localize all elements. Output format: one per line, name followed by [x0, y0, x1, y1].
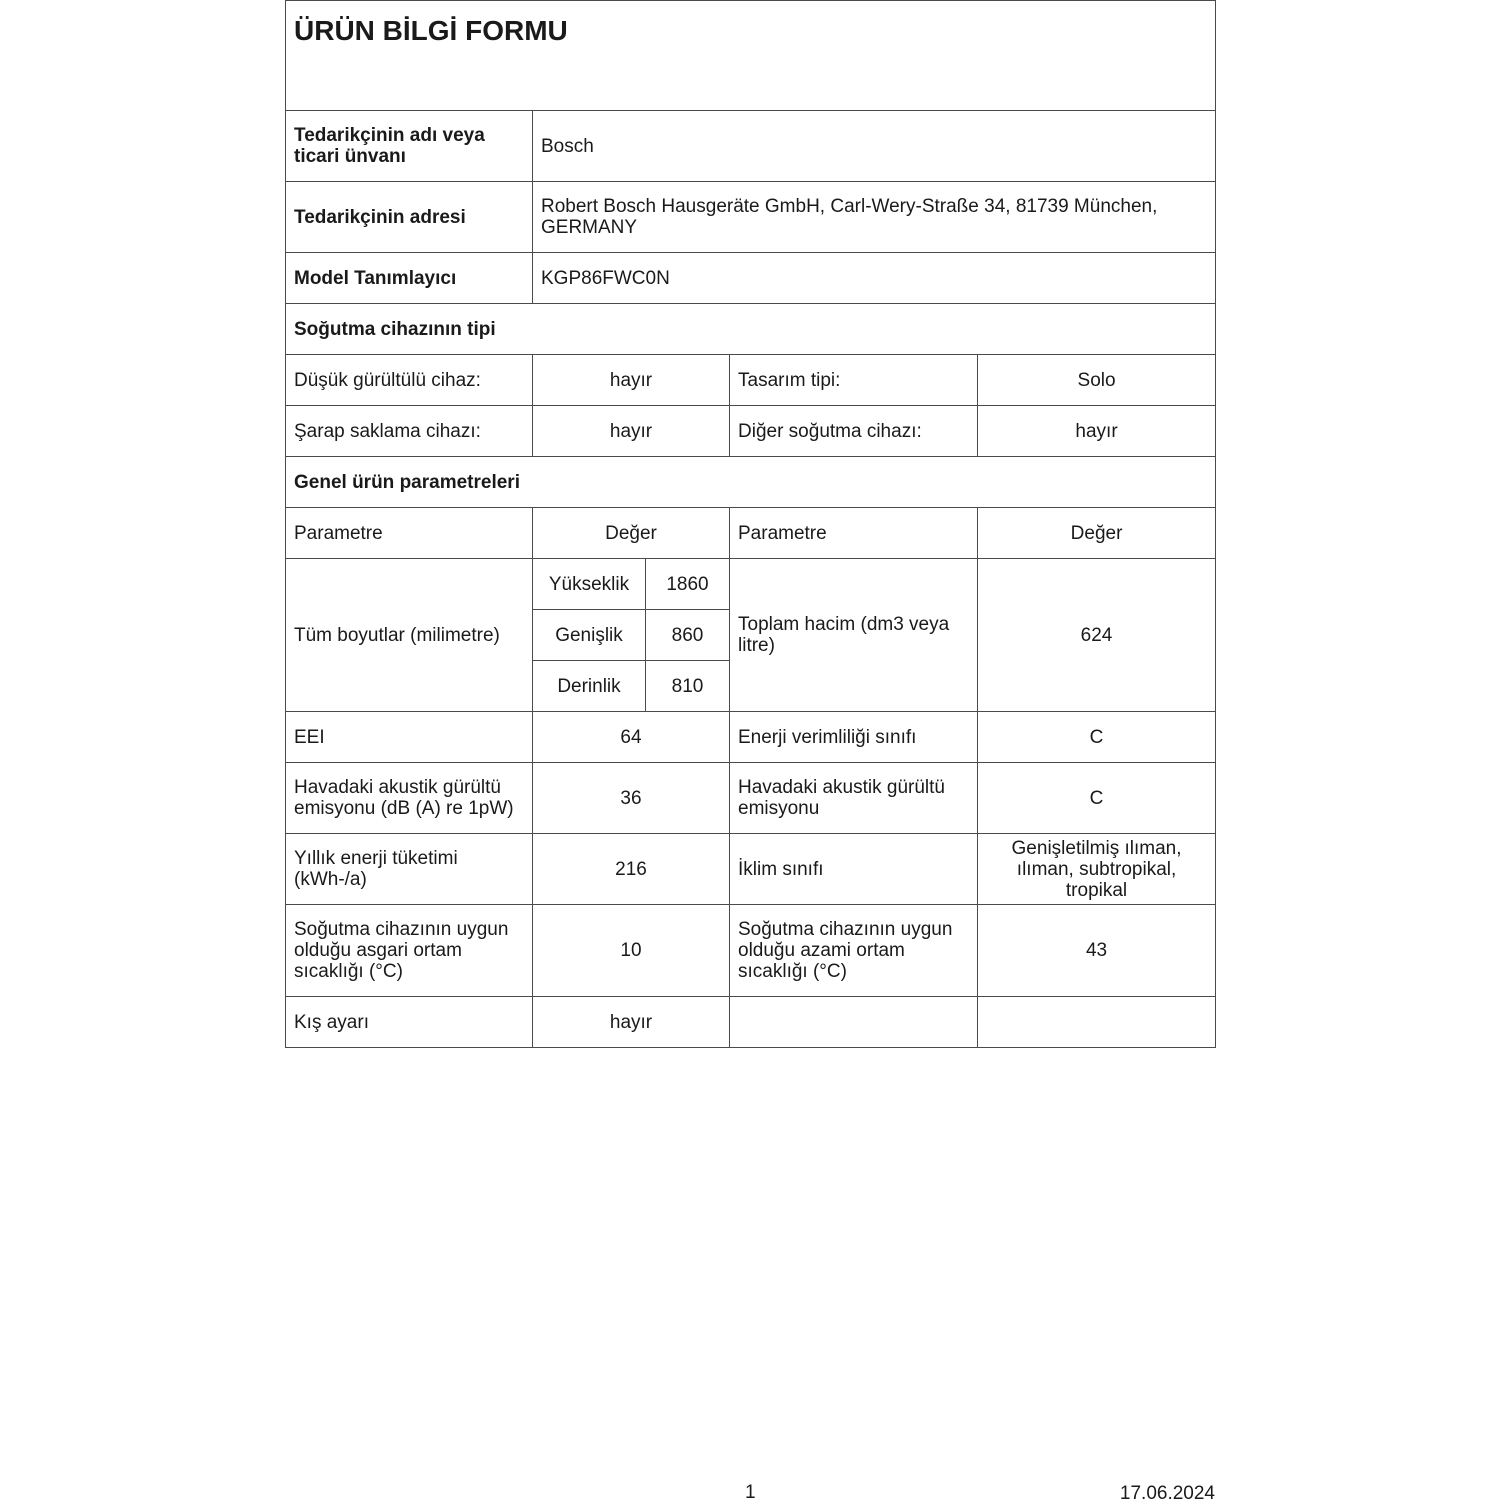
dimensions-label: Tüm boyutlar (milimetre)	[286, 559, 533, 712]
height-label: Yükseklik	[533, 559, 646, 610]
energy-class-value: C	[978, 712, 1216, 763]
model-row	[286, 253, 1216, 304]
supplier-address-label: Tedarikçinin adresi	[286, 182, 533, 253]
value-header-left: Değer	[533, 508, 730, 559]
supplier-name-row	[286, 111, 1216, 182]
wine-storage-value: hayır	[533, 406, 730, 457]
design-type-value: Solo	[978, 355, 1216, 406]
section-general-row	[286, 457, 1216, 508]
noise-emission-value: 36	[533, 763, 730, 834]
winter-setting-label: Kış ayarı	[286, 997, 533, 1048]
section-heading-type: Soğutma cihazının tipi	[286, 304, 1216, 355]
noise-class-value: C	[978, 763, 1216, 834]
page-title: ÜRÜN BİLGİ FORMU	[286, 1, 1216, 111]
title-row	[286, 1, 1216, 111]
total-volume-label: Toplam hacim (dm3 veya litre)	[730, 559, 978, 712]
height-value: 1860	[646, 559, 730, 610]
empty-cell	[978, 997, 1216, 1048]
max-temp-label: Soğutma cihazının uygun olduğu azami ortam sıcaklığı (°C)	[730, 905, 978, 997]
min-temp-value: 10	[533, 905, 730, 997]
document-date: 17.06.2024	[1119, 1483, 1215, 1504]
other-cooling-label: Diğer soğutma cihazı:	[730, 406, 978, 457]
other-cooling-value: hayır	[978, 406, 1216, 457]
wine-row	[286, 406, 1216, 457]
eei-label: EEI	[286, 712, 533, 763]
noise-emission-label: Havadaki akustik gürültü emisyonu (dB (A) re 1pW)	[286, 763, 533, 834]
low-noise-label: Düşük gürültülü cihaz:	[286, 355, 533, 406]
temperature-row	[286, 905, 1216, 997]
noise-row	[286, 763, 1216, 834]
energy-class-label: Enerji verimliliği sınıfı	[730, 712, 978, 763]
value-header-right: Değer	[978, 508, 1216, 559]
supplier-address-value: Robert Bosch Hausgeräte GmbH, Carl-Wery-Straße 34, 81739 München, GERMANY	[533, 182, 1216, 253]
supplier-name-label: Tedarikçinin adı veya ticari ünvanı	[286, 111, 533, 182]
winter-row	[286, 997, 1216, 1048]
min-temp-label: Soğutma cihazının uygun olduğu asgari ortam sıcaklığı (°C)	[286, 905, 533, 997]
dimensions-row-height	[286, 559, 1216, 610]
wine-storage-label: Şarap saklama cihazı:	[286, 406, 533, 457]
param-header-row	[286, 508, 1216, 559]
eei-row	[286, 712, 1216, 763]
climate-class-label: İklim sınıfı	[730, 834, 978, 905]
design-type-label: Tasarım tipi:	[730, 355, 978, 406]
width-value: 860	[646, 610, 730, 661]
max-temp-value: 43	[978, 905, 1216, 997]
annual-energy-label: Yıllık enerji tüketimi (kWh-/a)	[286, 834, 533, 905]
total-volume-value: 624	[978, 559, 1216, 712]
climate-class-value: Genişletilmiş ılıman, ılıman, subtropikal, tropikal	[978, 834, 1216, 905]
model-value: KGP86FWC0N	[533, 253, 1216, 304]
depth-label: Derinlik	[533, 661, 646, 712]
width-label: Genişlik	[533, 610, 646, 661]
empty-cell	[730, 997, 978, 1048]
product-info-sheet	[285, 0, 1215, 1048]
low-noise-value: hayır	[533, 355, 730, 406]
param-header-left: Parametre	[286, 508, 533, 559]
annual-energy-value: 216	[533, 834, 730, 905]
page-number: 1	[745, 1482, 756, 1503]
winter-setting-value: hayır	[533, 997, 730, 1048]
supplier-name-value: Bosch	[533, 111, 1216, 182]
eei-value: 64	[533, 712, 730, 763]
section-type-row	[286, 304, 1216, 355]
annual-energy-row	[286, 834, 1216, 905]
product-info-table	[285, 0, 1216, 1048]
depth-value: 810	[646, 661, 730, 712]
param-header-right: Parametre	[730, 508, 978, 559]
section-heading-general: Genel ürün parametreleri	[286, 457, 1216, 508]
supplier-address-row	[286, 182, 1216, 253]
model-label: Model Tanımlayıcı	[286, 253, 533, 304]
low-noise-row	[286, 355, 1216, 406]
noise-class-label: Havadaki akustik gürültü emisyonu	[730, 763, 978, 834]
